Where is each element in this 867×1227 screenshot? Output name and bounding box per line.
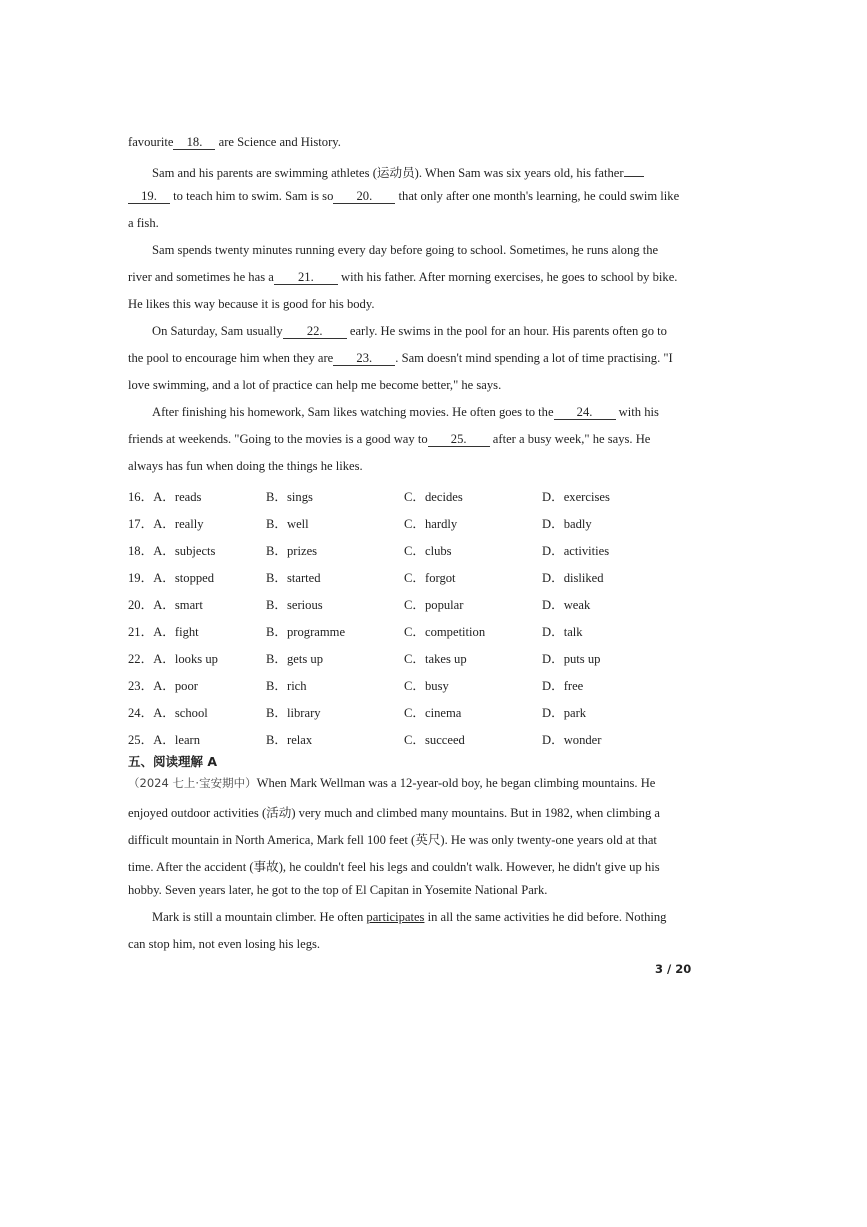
text: early. He swims in the pool for an hour. His parents often go to bbox=[346, 324, 667, 338]
blank-23: 23. bbox=[333, 351, 395, 366]
option-b: B．rich bbox=[266, 679, 307, 693]
option-a: 20．A．smart bbox=[128, 598, 203, 612]
passage-line bbox=[152, 405, 659, 420]
passage-line bbox=[128, 270, 677, 285]
option-d: D．wonder bbox=[542, 733, 602, 747]
blank-22: 22. bbox=[283, 324, 347, 339]
option-row bbox=[128, 702, 728, 718]
blank-21: 21. bbox=[274, 270, 338, 285]
passage-line bbox=[152, 162, 644, 181]
option-b: B．well bbox=[266, 517, 309, 531]
section-heading: 五、阅读理解 A bbox=[128, 754, 218, 769]
option-d: D．park bbox=[542, 706, 587, 720]
text: On Saturday, Sam usually bbox=[152, 324, 283, 338]
option-b: B．relax bbox=[266, 733, 313, 747]
text: that only after one month's learning, he could swim like bbox=[395, 189, 680, 203]
option-d: D．free bbox=[542, 679, 584, 693]
passage-line: He likes this way because it is good for his body. bbox=[128, 297, 375, 311]
option-d: D．disliked bbox=[542, 571, 604, 585]
passage-line: always has fun when doing the things he likes. bbox=[128, 459, 363, 473]
passage-line bbox=[152, 910, 666, 925]
option-row bbox=[128, 486, 728, 502]
text: with his father. After morning exercises, he goes to school by bike. bbox=[337, 270, 678, 284]
text: are Science and History. bbox=[215, 135, 341, 149]
passage-line: love swimming, and a lot of practice can help me become better," he says. bbox=[128, 378, 502, 392]
option-c: C．takes up bbox=[404, 652, 467, 666]
option-c: C．competition bbox=[404, 625, 486, 639]
option-b: B．prizes bbox=[266, 544, 318, 558]
option-c: C．busy bbox=[404, 679, 449, 693]
text: After finishing his homework, Sam likes watching movies. He often goes to the bbox=[152, 405, 554, 419]
text: Mark is still a mountain climber. He often bbox=[152, 910, 367, 924]
option-a: 17．A．really bbox=[128, 517, 204, 531]
option-a: 24．A．school bbox=[128, 706, 208, 720]
passage-line: time. After the accident (事故), he couldn't feel his legs and couldn't walk. However, he didn't give up his bbox=[128, 860, 660, 874]
option-row bbox=[128, 594, 728, 610]
text: to teach him to swim. Sam is so bbox=[170, 189, 334, 203]
underlined-word: participates bbox=[366, 910, 425, 924]
option-row bbox=[128, 675, 728, 691]
blank-19: 19. bbox=[128, 189, 170, 204]
passage-line bbox=[128, 189, 679, 204]
option-row bbox=[128, 648, 728, 664]
option-d: D．weak bbox=[542, 598, 591, 612]
page-number: 3 / 20 bbox=[655, 962, 692, 976]
option-b: B．programme bbox=[266, 625, 346, 639]
text: Sam and his parents are swimming athletes (运动员). When Sam was six years old, his father bbox=[152, 166, 624, 180]
blank-25: 25. bbox=[428, 432, 490, 447]
option-a: 18．A．subjects bbox=[128, 544, 216, 558]
option-c: C．clubs bbox=[404, 544, 452, 558]
passage-line bbox=[128, 775, 655, 791]
text: river and sometimes he has a bbox=[128, 270, 274, 284]
option-a: 25．A．learn bbox=[128, 733, 201, 747]
blank-24: 24. bbox=[554, 405, 616, 420]
text: with his bbox=[615, 405, 659, 419]
source-tag: （2024 七上·宝安期中） bbox=[128, 776, 257, 790]
passage-line: can stop him, not even losing his legs. bbox=[128, 937, 321, 951]
blank-18: 18. bbox=[173, 135, 215, 150]
text: . Sam doesn't mind spending a lot of time practising. "I bbox=[395, 351, 673, 365]
option-row bbox=[128, 729, 728, 745]
option-row bbox=[128, 621, 728, 637]
option-a: 16．A．reads bbox=[128, 490, 202, 504]
option-row bbox=[128, 540, 728, 556]
option-c: C．decides bbox=[404, 490, 463, 504]
option-d: D．puts up bbox=[542, 652, 601, 666]
passage-line bbox=[128, 135, 341, 150]
blank-19-start bbox=[624, 176, 644, 177]
option-b: B．serious bbox=[266, 598, 323, 612]
option-b: B．gets up bbox=[266, 652, 324, 666]
option-a: 21．A．fight bbox=[128, 625, 199, 639]
text: in all the same activities he did before. Nothing bbox=[424, 910, 667, 924]
option-c: C．cinema bbox=[404, 706, 462, 720]
option-a: 22．A．looks up bbox=[128, 652, 218, 666]
option-c: C．hardly bbox=[404, 517, 458, 531]
option-a: 19．A．stopped bbox=[128, 571, 215, 585]
passage-line: a fish. bbox=[128, 216, 159, 230]
text: the pool to encourage him when they are bbox=[128, 351, 334, 365]
passage-line bbox=[152, 324, 667, 339]
passage-line bbox=[128, 351, 673, 366]
option-b: B．sings bbox=[266, 490, 313, 504]
blank-20: 20. bbox=[333, 189, 395, 204]
option-row bbox=[128, 567, 728, 583]
option-d: D．talk bbox=[542, 625, 583, 639]
option-b: B．started bbox=[266, 571, 321, 585]
option-c: C．succeed bbox=[404, 733, 465, 747]
passage-line bbox=[128, 432, 650, 447]
passage-line: Sam spends twenty minutes running every day before going to school. Sometimes, he runs along the bbox=[152, 243, 659, 257]
option-c: C．forgot bbox=[404, 571, 456, 585]
option-b: B．library bbox=[266, 706, 321, 720]
passage-line: hobby. Seven years later, he got to the top of El Capitan in Yosemite National Park. bbox=[128, 883, 548, 897]
option-c: C．popular bbox=[404, 598, 464, 612]
text: When Mark Wellman was a 12-year-old boy, he began climbing mountains. He bbox=[256, 776, 656, 790]
option-a: 23．A．poor bbox=[128, 679, 198, 693]
option-d: D．activities bbox=[542, 544, 610, 558]
text: after a busy week," he says. He bbox=[489, 432, 651, 446]
passage-line: enjoyed outdoor activities (活动) very much and climbed many mountains. But in 1982, when climbing a bbox=[128, 806, 660, 820]
text: favourite bbox=[128, 135, 174, 149]
passage-line: difficult mountain in North America, Mark fell 100 feet (英尺). He was only twenty-one years old at that bbox=[128, 833, 657, 847]
option-d: D．badly bbox=[542, 517, 592, 531]
option-row bbox=[128, 513, 728, 529]
option-d: D．exercises bbox=[542, 490, 610, 504]
text: friends at weekends. "Going to the movies is a good way to bbox=[128, 432, 428, 446]
